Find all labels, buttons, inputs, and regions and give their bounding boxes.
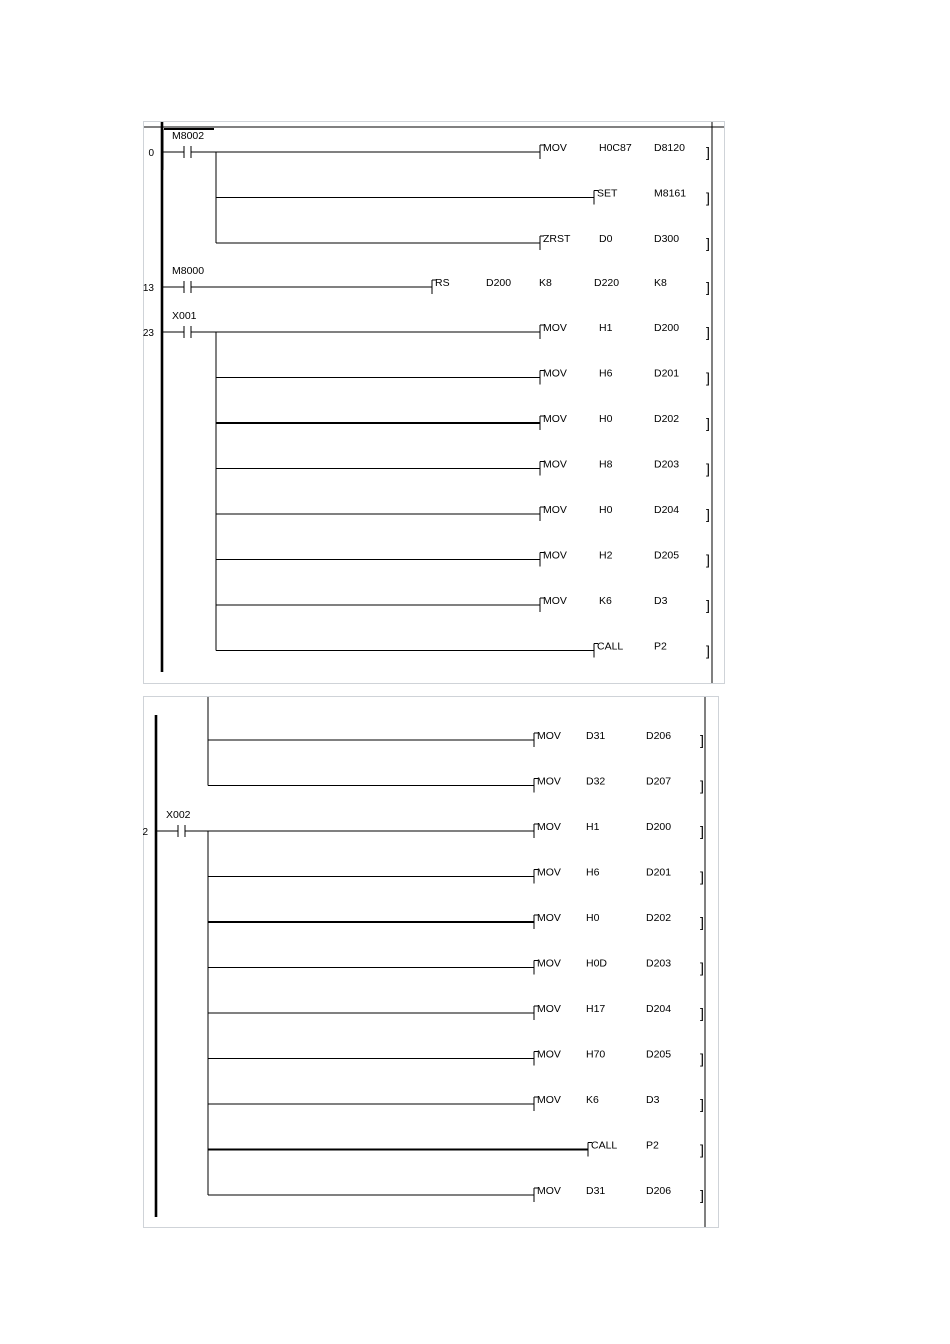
instruction-name: MOV: [543, 322, 567, 334]
instruction-operand: D200: [486, 277, 512, 289]
instruction-operand: K6: [586, 1094, 599, 1106]
instruction-name: MOV: [537, 957, 561, 970]
instruction-name: MOV: [543, 142, 567, 154]
instruction-operand: D300: [654, 233, 680, 245]
instruction-operand: D202: [646, 912, 672, 924]
contact-label: X001: [172, 310, 197, 322]
instruction-bracket-close: ]: [706, 189, 710, 206]
contact-label: X002: [166, 809, 191, 821]
instruction-bracket-close: ]: [700, 777, 704, 794]
instruction-operand: K6: [599, 595, 612, 607]
instruction-operand: D3: [646, 1094, 660, 1106]
instruction-name: MOV: [537, 912, 561, 924]
instruction-name: MOV: [537, 1048, 561, 1061]
instruction-operand: H0D: [586, 957, 608, 970]
instruction-name: MOV: [537, 866, 561, 879]
contact-label: M8002: [172, 130, 205, 142]
instruction-bracket-close: ]: [706, 460, 710, 477]
instruction-operand: M8161: [654, 187, 687, 200]
instruction-operand: H0: [599, 413, 613, 425]
instruction-operand: D207: [646, 775, 672, 788]
instruction-operand: D3: [654, 595, 668, 607]
step-number: 23: [142, 328, 154, 339]
instruction-name: MOV: [537, 1185, 561, 1197]
ladder-diagram-2: [144, 697, 718, 1227]
instruction-operand: D0: [599, 233, 613, 245]
instruction-bracket-close: ]: [706, 642, 710, 659]
instruction-name: MOV: [543, 458, 567, 471]
ladder-panel-2: [143, 696, 719, 1228]
ladder-diagram-1: [144, 122, 724, 683]
ladder-panel-1: [143, 121, 725, 684]
instruction-bracket-close: ]: [700, 1096, 704, 1112]
instruction-operand: D206: [646, 730, 672, 742]
instruction-operand: P2: [654, 640, 667, 653]
instruction-name: MOV: [537, 1094, 561, 1106]
instruction-bracket-close: ]: [706, 597, 710, 613]
instruction-operand: D201: [646, 866, 672, 879]
instruction-operand: H1: [586, 821, 600, 833]
instruction-operand: H8: [599, 458, 613, 471]
instruction-operand: D31: [586, 730, 606, 742]
instruction-name: MOV: [537, 1003, 561, 1015]
instruction-operand: D202: [654, 413, 680, 425]
instruction-bracket-close: ]: [700, 1005, 704, 1021]
instruction-operand: H1: [599, 322, 613, 334]
instruction-operand: D203: [654, 458, 680, 471]
instruction-operand: H0: [599, 504, 613, 516]
instruction-operand: H6: [599, 367, 613, 380]
instruction-operand: P2: [646, 1139, 659, 1152]
instruction-name: ZRST: [543, 233, 571, 245]
instruction-operand: D204: [654, 504, 680, 516]
instruction-operand: D220: [594, 277, 620, 289]
instruction-operand: H70: [586, 1048, 606, 1061]
instruction-operand: H0C87: [599, 142, 632, 154]
instruction-bracket-close: ]: [706, 235, 710, 251]
instruction-operand: D206: [646, 1185, 672, 1197]
instruction-operand: D205: [646, 1048, 672, 1061]
instruction-bracket-close: ]: [700, 1050, 704, 1067]
instruction-operand: D201: [654, 367, 680, 380]
step-number: 2: [142, 827, 148, 838]
instruction-bracket-close: ]: [700, 868, 704, 885]
instruction-bracket-close: ]: [700, 914, 704, 930]
instruction-name: MOV: [543, 367, 567, 380]
instruction-name: MOV: [543, 504, 567, 516]
instruction-bracket-close: ]: [706, 415, 710, 431]
instruction-name: CALL: [597, 640, 624, 653]
step-number: 0: [148, 148, 154, 159]
instruction-operand: D200: [654, 322, 680, 334]
instruction-bracket-close: ]: [706, 506, 710, 522]
instruction-name: MOV: [543, 413, 567, 425]
instruction-bracket-close: ]: [700, 1141, 704, 1158]
instruction-operand: D8120: [654, 142, 685, 154]
instruction-operand: D205: [654, 549, 680, 562]
contact-label: M8000: [172, 265, 205, 277]
instruction-operand: H6: [586, 866, 600, 879]
instruction-operand: D31: [586, 1185, 606, 1197]
instruction-operand: D204: [646, 1003, 672, 1015]
instruction-name: MOV: [537, 821, 561, 833]
instruction-bracket-close: ]: [706, 144, 710, 160]
instruction-name: MOV: [537, 730, 561, 742]
instruction-bracket-close: ]: [706, 369, 710, 386]
instruction-bracket-close: ]: [700, 959, 704, 976]
instruction-name: CALL: [591, 1139, 618, 1152]
instruction-name: SET: [597, 187, 618, 200]
instruction-operand: K8: [539, 277, 552, 289]
instruction-operand: D200: [646, 821, 672, 833]
instruction-bracket-close: ]: [706, 279, 710, 295]
instruction-operand: D203: [646, 957, 672, 970]
instruction-operand: K8: [654, 277, 667, 289]
instruction-bracket-close: ]: [706, 324, 710, 340]
instruction-bracket-close: ]: [700, 732, 704, 748]
instruction-bracket-close: ]: [700, 1187, 704, 1203]
instruction-name: RS: [435, 277, 450, 289]
instruction-name: MOV: [543, 549, 567, 562]
instruction-name: MOV: [537, 775, 561, 788]
instruction-operand: H2: [599, 549, 613, 562]
instruction-operand: H17: [586, 1003, 606, 1015]
instruction-bracket-close: ]: [706, 551, 710, 568]
step-number: 13: [142, 283, 154, 294]
instruction-bracket-close: ]: [700, 823, 704, 839]
instruction-operand: D32: [586, 775, 606, 788]
instruction-name: MOV: [543, 595, 567, 607]
instruction-operand: H0: [586, 912, 600, 924]
